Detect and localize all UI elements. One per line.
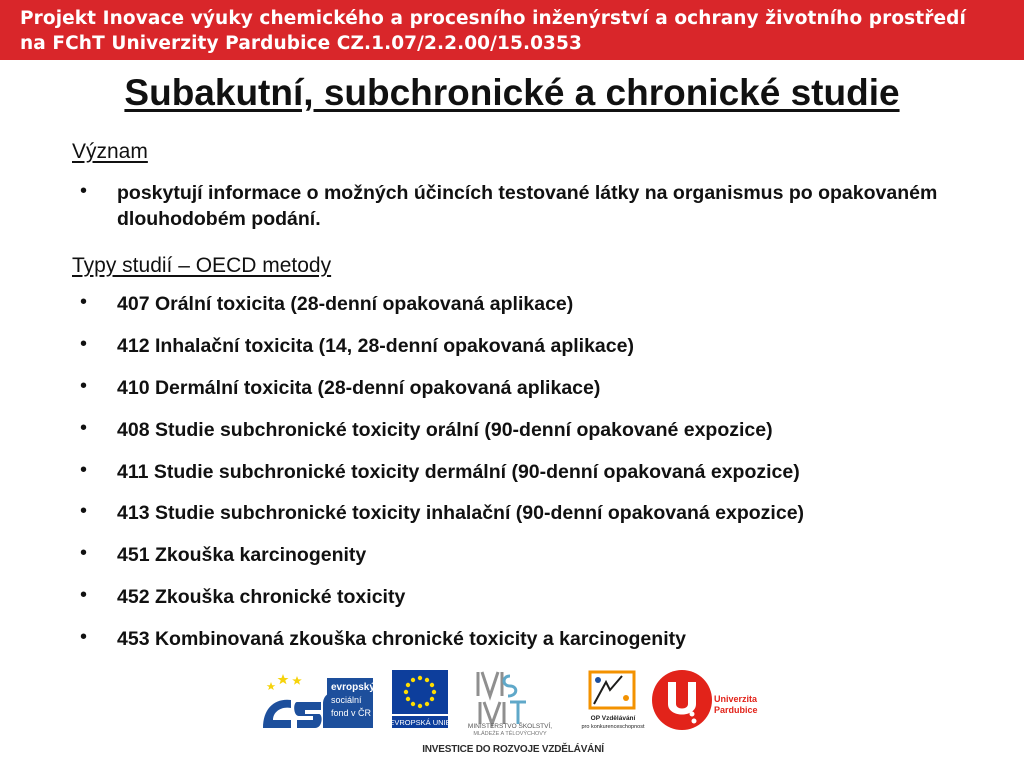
bullet-text: 451 Zkouška karcinogenity: [117, 544, 367, 566]
banner-line-1: Projekt Inovace výuky chemického a procesního inženýrství a ochrany životního prostředí: [20, 8, 966, 29]
section-heading-vyznam: Význam: [72, 140, 148, 163]
esf-label-2: sociální: [331, 695, 362, 705]
project-banner: [0, 0, 1024, 60]
op-label-1: OP Vzdělávání: [590, 715, 636, 722]
bullet-icon: •: [80, 333, 88, 355]
bullet-text: poskytují informace o možných účincích testované látky na organismus po opakovaném dlouhodobém podání.: [117, 182, 938, 230]
bullet-icon: •: [80, 500, 88, 522]
upa-label-1: Univerzita: [714, 694, 758, 704]
eu-flag-logo: [390, 668, 450, 732]
eu-label: EVROPSKÁ UNIE: [390, 718, 450, 727]
bullet-icon: •: [80, 417, 88, 439]
bullet-text: 453 Kombinovaná zkouška chronické toxicity a karcinogenity: [117, 628, 686, 650]
esf-label-1: evropský: [331, 682, 375, 693]
bullet-icon: •: [80, 584, 88, 606]
esf-logo: [257, 668, 375, 736]
bullet-icon: •: [80, 459, 88, 481]
slide-title: Subakutní, subchronické a chronické studie: [124, 72, 900, 113]
footer-caption: INVESTICE DO ROZVOJE VZDĚLÁVÁNÍ: [422, 744, 604, 755]
univerzita-pardubice-logo: [650, 664, 768, 740]
bullet-icon: •: [80, 180, 88, 202]
footer-logos: [250, 660, 770, 768]
msmt-label-2: MLÁDEŽE A TĚLOVÝCHOVY: [473, 731, 547, 736]
bullet-text: 413 Studie subchronické toxicity inhalační (90-denní opakovaná expozice): [117, 502, 805, 524]
op-label-2: pro konkurenceschopnost: [581, 724, 645, 730]
bullet-text: 407 Orální toxicita (28-denní opakovaná aplikace): [117, 293, 574, 315]
bullet-text: 412 Inhalační toxicita (14, 28-denní opakovaná aplikace): [117, 335, 634, 357]
section-heading-typy: Typy studií – OECD metody: [72, 254, 332, 277]
esf-label-3: fond v ČR: [331, 708, 372, 718]
bullet-icon: •: [80, 542, 88, 564]
bullet-text: 410 Dermální toxicita (28-denní opakovaná aplikace): [117, 377, 601, 399]
bullet-text: 452 Zkouška chronické toxicity: [117, 586, 406, 608]
bullet-icon: •: [80, 626, 88, 648]
bullet-icon: •: [80, 291, 88, 313]
bullet-icon: •: [80, 375, 88, 397]
msmt-logo: [450, 666, 570, 736]
bullet-text: 411 Studie subchronické toxicity dermální (90-denní opakovaná expozice): [117, 461, 800, 483]
msmt-label-1: MINISTERSTVO ŠKOLSTVÍ,: [467, 723, 553, 730]
bullet-text: 408 Studie subchronické toxicity orální (90-denní opakované expozice): [117, 419, 773, 441]
banner-line-2: na FChT Univerzity Pardubice CZ.1.07/2.2.00/15.0353: [20, 33, 582, 54]
op-vzdelavani-logo: [580, 668, 650, 736]
upa-label-2: Pardubice: [714, 705, 758, 715]
